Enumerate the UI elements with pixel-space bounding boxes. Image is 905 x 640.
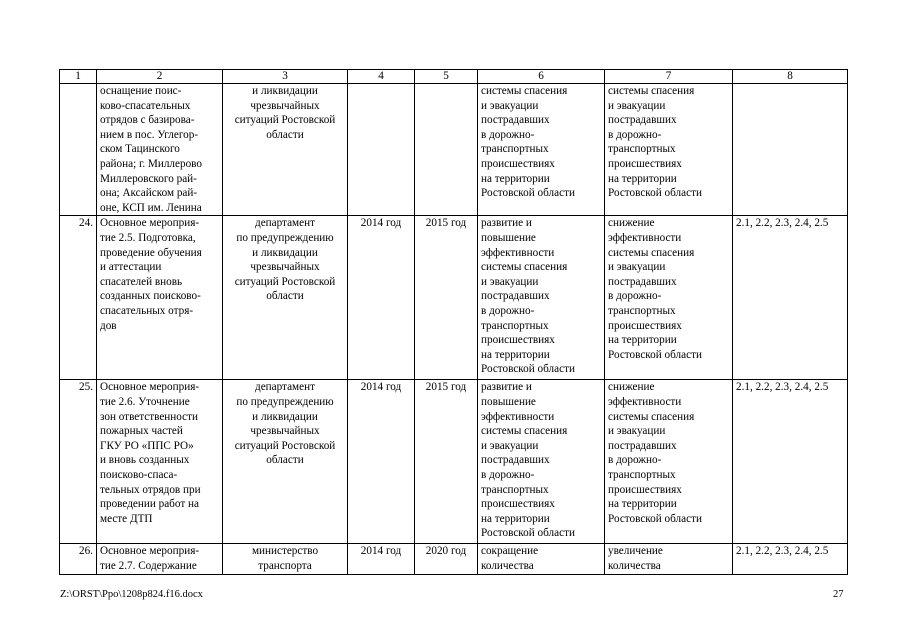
expected-result-line: и эвакуации [481,275,539,288]
expected-result-cell [478,544,605,574]
responsible-executor-line: ситуаций Ростовской [234,114,336,127]
expected-result-line: повышение [481,395,536,408]
end-year-cell: 2015 год [415,380,478,544]
expected-result-line: происшествиях [481,498,555,511]
activity-name-line: пожарных частей [100,425,183,438]
non-implementation-consequences-line: системы спасения [608,85,695,97]
activity-name-line: тельных отрядов при [100,483,201,496]
non-implementation-consequences-line: происшествиях [608,483,682,496]
indicator-link-cell [733,84,848,216]
activity-name-line: поисково-спаса- [100,468,178,481]
activity-name-line: отрядов с базирова- [100,114,195,127]
activity-name-line: Миллеровского рай- [100,172,197,185]
non-implementation-consequences-line: транспортных [608,304,676,317]
page-number: 27 [833,589,844,600]
row-number-cell: 25. [60,380,97,544]
activity-name-line: тие 2.5. Подготовка, [100,231,196,244]
responsible-executor-line: чрезвычайных [250,99,320,112]
activity-name-line: и вновь созданных [100,454,190,467]
non-implementation-consequences-line: системы спасения [608,410,695,423]
expected-result-line: на территории [481,512,550,525]
non-implementation-consequences-line: Ростовской области [608,348,702,361]
non-implementation-consequences-line: и эвакуации [608,261,666,274]
non-implementation-consequences-line: эффективности [608,231,682,244]
activity-name-line: оснащение поис- [100,85,182,97]
non-implementation-consequences-line: и эвакуации [608,425,666,438]
activity-name-cell [97,84,223,216]
non-implementation-consequences-line: системы спасения [608,246,695,259]
non-implementation-consequences-cell [605,544,733,574]
non-implementation-consequences-cell [605,84,733,216]
column-number-6: 6 [478,70,605,84]
expected-result-line: системы спасения [481,425,568,438]
expected-result-cell [478,380,605,544]
non-implementation-consequences-line: происшествиях [608,319,682,332]
non-implementation-consequences-line: в дорожно- [608,128,662,141]
non-implementation-consequences-line: происшествиях [608,157,682,170]
responsible-executor-line: области [266,128,304,141]
activity-name-line: созданных поисково- [100,290,201,303]
expected-result-line: пострадавших [481,290,550,303]
row-number-cell [60,84,97,216]
row-number-cell: 26. [60,544,97,574]
expected-result-line: происшествиях [481,334,555,347]
activity-name-line: месте ДТП [100,512,153,525]
expected-result-line: повышение [481,231,536,244]
expected-result-line: развитие и [481,381,532,394]
expected-result-line: сокращение [481,545,539,558]
responsible-executor-line: области [266,290,304,303]
activity-name-line: проведении работ на [100,498,199,511]
non-implementation-consequences-cell [605,380,733,544]
responsible-executor-cell [223,544,348,574]
indicator-link-cell: 2.1, 2.2, 2.3, 2.4, 2.5 [733,380,848,544]
responsible-executor-line: и ликвидации [252,410,318,423]
non-implementation-consequences-line: снижение [608,217,655,230]
expected-result-line: на территории [481,172,550,185]
program-activities-table [59,69,848,575]
responsible-executor-line: и ликвидации [252,85,318,97]
indicator-link-cell: 2.1, 2.2, 2.3, 2.4, 2.5 [733,216,848,380]
expected-result-line: пострадавших [481,454,550,467]
activity-name-cell [97,380,223,544]
expected-result-line: и эвакуации [481,99,539,112]
non-implementation-consequences-line: в дорожно- [608,454,662,467]
table-row [60,84,848,216]
start-year-cell [348,84,415,216]
expected-result-line: в дорожно- [481,128,535,141]
responsible-executor-line: чрезвычайных [250,261,320,274]
non-implementation-consequences-line: снижение [608,381,655,394]
table-row [60,380,848,544]
responsible-executor-line: департамент [255,381,315,394]
column-number-8: 8 [733,70,848,84]
activity-name-line: спасательных отря- [100,304,194,317]
responsible-executor-line: ситуаций Ростовской [234,439,336,452]
expected-result-line: Ростовской области [481,363,575,376]
column-number-header-row [60,70,848,84]
responsible-executor-line: и ликвидации [252,246,318,259]
expected-result-line: пострадавших [481,114,550,127]
responsible-executor-line: департамент [255,217,315,230]
expected-result-line: транспортных [481,319,549,332]
activity-name-line: дов [100,319,117,332]
expected-result-line: происшествиях [481,157,555,170]
expected-result-line: Ростовской области [481,187,575,200]
responsible-executor-line: ситуаций Ростовской [234,275,336,288]
activity-name-line: ГКУ РО «ППС РО» [100,439,194,452]
non-implementation-consequences-line: количества [608,559,661,572]
end-year-cell [415,84,478,216]
non-implementation-consequences-line: Ростовской области [608,512,702,525]
responsible-executor-line: по предупреждению [236,395,334,408]
activity-name-line: ском Тацинского [100,143,180,156]
activity-name-line: оне, КСП им. Ленина [100,201,202,214]
non-implementation-consequences-line: пострадавших [608,114,677,127]
expected-result-line: в дорожно- [481,304,535,317]
expected-result-line: на территории [481,348,550,361]
activity-name-line: она; Аксайском рай- [100,187,198,200]
column-number-3: 3 [223,70,348,84]
column-number-5: 5 [415,70,478,84]
responsible-executor-line: чрезвычайных [250,425,320,438]
expected-result-line: эффективности [481,410,555,423]
start-year-cell: 2014 год [348,216,415,380]
responsible-executor-cell [223,380,348,544]
indicator-link-cell: 2.1, 2.2, 2.3, 2.4, 2.5 [733,544,848,574]
responsible-executor-line: по предупреждению [236,231,334,244]
column-number-2: 2 [97,70,223,84]
activity-name-line: ково-спасательных [100,99,191,112]
non-implementation-consequences-line: пострадавших [608,439,677,452]
non-implementation-consequences-line: эффективности [608,395,682,408]
responsible-executor-cell [223,216,348,380]
non-implementation-consequences-line: транспортных [608,143,676,156]
column-number-4: 4 [348,70,415,84]
expected-result-line: развитие и [481,217,532,230]
non-implementation-consequences-line: на территории [608,498,677,511]
table-body [60,70,848,575]
expected-result-line: системы спасения [481,85,568,97]
activity-name-line: и аттестации [100,261,162,274]
activity-name-cell [97,544,223,574]
non-implementation-consequences-line: и эвакуации [608,99,666,112]
end-year-cell: 2020 год [415,544,478,574]
responsible-executor-line: транспорта [258,559,312,572]
activity-name-line: района; г. Миллерово [100,157,202,170]
non-implementation-consequences-line: на территории [608,172,677,185]
activity-name-line: проведение обучения [100,246,202,259]
expected-result-cell [478,84,605,216]
activity-name-line: Основное мероприя- [100,545,200,558]
file-path-footer: Z:\ORST\Ppo\1208p824.f16.docx [60,589,203,600]
activity-name-line: Основное мероприя- [100,381,200,394]
expected-result-line: и эвакуации [481,439,539,452]
activity-name-line: зон ответственности [100,410,198,423]
activity-name-cell [97,216,223,380]
column-number-7: 7 [605,70,733,84]
activity-name-line: тие 2.7. Содержание [100,559,197,572]
activity-name-line: спасателей вновь [100,275,183,288]
expected-result-line: системы спасения [481,261,568,274]
end-year-cell: 2015 год [415,216,478,380]
non-implementation-consequences-line: увеличение [608,545,663,558]
activity-name-line: Основное мероприя- [100,217,200,230]
non-implementation-consequences-line: пострадавших [608,275,677,288]
expected-result-line: в дорожно- [481,468,535,481]
expected-result-line: количества [481,559,534,572]
start-year-cell: 2014 год [348,544,415,574]
activity-name-line: нием в пос. Углегор- [100,128,199,141]
table-row [60,544,848,574]
non-implementation-consequences-line: в дорожно- [608,290,662,303]
responsible-executor-cell [223,84,348,216]
responsible-executor-line: министерство [251,545,319,558]
expected-result-line: Ростовской области [481,527,575,540]
non-implementation-consequences-cell [605,216,733,380]
activity-name-line: тие 2.6. Уточнение [100,395,190,408]
non-implementation-consequences-line: транспортных [608,468,676,481]
expected-result-cell [478,216,605,380]
column-number-1: 1 [60,70,97,84]
start-year-cell: 2014 год [348,380,415,544]
expected-result-line: транспортных [481,483,549,496]
non-implementation-consequences-line: Ростовской области [608,187,702,200]
table-row [60,216,848,380]
expected-result-line: эффективности [481,246,555,259]
responsible-executor-line: области [266,454,304,467]
row-number-cell: 24. [60,216,97,380]
expected-result-line: транспортных [481,143,549,156]
non-implementation-consequences-line: на территории [608,334,677,347]
